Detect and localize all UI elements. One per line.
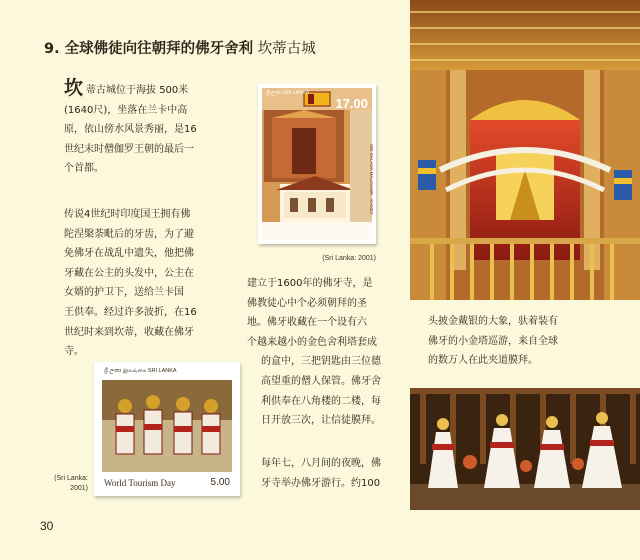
temple-stamp [258, 84, 376, 244]
temple-line: 地。佛牙收藏在一个设有六 [247, 317, 367, 329]
legend-line: 传说4世纪时印度国王拥有佛 [64, 209, 191, 220]
procession-line: 牙寺举办佛牙游行。约100 [261, 477, 381, 489]
legend-paragraph [64, 205, 254, 362]
section-title [44, 37, 316, 58]
section-heading: 9. 全球佛徒向往朝拜的佛牙舍利 [44, 41, 254, 57]
intro-line: 原，依山傍水风景秀丽，是16 [64, 124, 197, 136]
stamp1-side-text: SRI DALADA MALIGAWA · KANDY [369, 144, 374, 215]
stamp2-caption [40, 474, 88, 494]
dropcap: 坎 [64, 77, 84, 99]
page-number: 30 [40, 519, 54, 533]
legend-line: 世纪时来到坎蒂，收藏在佛牙 [64, 326, 194, 338]
temple-line: 佛教徒心中个必须朝拜的圣 [247, 297, 367, 309]
section-subtitle: 坎蒂古城 [257, 41, 316, 57]
temple-line: 建立于1600年的佛牙寺，是 [247, 278, 373, 289]
temple-line: 个越来越小的金色舍利塔套成 [247, 336, 377, 348]
intro-first-line: 蒂古城位于海拔 500米 [86, 85, 189, 96]
stamp1-caption: (Sri Lanka: 2001) [322, 255, 376, 262]
stamp2-value: 5.00 [210, 477, 230, 488]
procession-line: 每年七，八月间的夜晚，佛 [261, 458, 381, 469]
elephant-paragraph [428, 312, 608, 371]
dancers-photo-art [410, 388, 640, 510]
legend-line: 女婿的护卫下，送给兰卡国 [64, 287, 184, 299]
elephant-line: 头披金戴银的大象，驮着装有 [428, 316, 558, 327]
legend-line: 陀涅槃荼毗后的牙齿，为了避 [64, 228, 194, 240]
legend-line: 牙藏在公主的头发中，公主在 [64, 267, 194, 279]
stamp2-label: World Tourism Day [104, 478, 176, 488]
temple-line: 日开放三次，让信徒膜拜。 [261, 415, 381, 427]
elephant-line: 佛牙的小金塔巡游，来自全球 [428, 335, 558, 347]
elephant-line: 的数万人在此夹道膜拜。 [428, 355, 538, 367]
legend-line: 王供奉。经过许多波折，在16 [64, 306, 197, 318]
dancers-stamp-art [98, 366, 236, 492]
legend-line: 免佛牙在战乱中遗失，他把佛 [64, 248, 194, 260]
stamp2-country: ශ්‍රී ලංකා இலங்கை SRI LANKA [104, 368, 177, 374]
temple-line: 高望重的僧人保管。佛牙舍 [261, 375, 381, 387]
temple-interior-photo [410, 0, 640, 300]
intro-line: 个首都。 [64, 163, 104, 175]
legend-line: 寺。 [64, 346, 84, 358]
dancers-stamp [94, 362, 240, 496]
stamp2-caption-line: (Sri Lanka: [54, 475, 88, 482]
temple-line: 利供奉在八角楼的二楼，每 [261, 395, 381, 407]
stamp1-country: ශ්‍රී ලංකා SRI LANKA [266, 90, 310, 96]
intro-paragraph [64, 78, 254, 179]
stamp1-value: 17.00 [335, 96, 368, 111]
temple-paragraph [247, 274, 407, 431]
temple-interior-art [410, 0, 640, 300]
kandyan-dancers-photo [410, 388, 640, 510]
temple-line: 的盒中，三把钥匙由三位德 [261, 356, 381, 368]
stamp2-caption-line: 2001) [70, 485, 88, 492]
procession-paragraph [261, 454, 411, 493]
intro-line: (1640尺)，坐落在兰卡中高 [64, 104, 188, 116]
intro-line: 世纪末时僧伽罗王朝的最后一 [64, 143, 194, 155]
